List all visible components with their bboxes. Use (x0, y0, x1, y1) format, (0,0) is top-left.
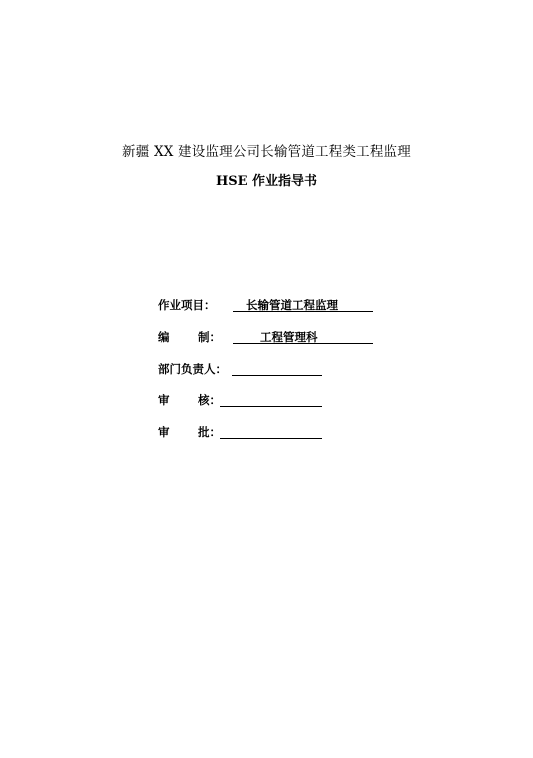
field-project-value: 长输管道工程监理 (246, 298, 338, 312)
field-compiled-by-label-b: 制： (198, 330, 221, 344)
field-department-head-line (232, 361, 322, 376)
field-reviewed-by-label-b: 核： (198, 393, 221, 407)
document-subtitle: HSE 作业指导书 (215, 174, 318, 189)
document-title: 新疆 XX 建设监理公司长输管道工程类工程监理 (122, 144, 411, 160)
field-reviewed-by-line (220, 392, 322, 407)
field-compiled-by-value: 工程管理科 (260, 330, 318, 344)
field-approved-by-line (220, 424, 322, 439)
field-compiled-by-line (233, 329, 373, 344)
field-department-head-label: 部门负责人： (158, 362, 227, 376)
field-compiled-by-label-a: 编 (158, 330, 170, 344)
field-project-line (233, 297, 373, 312)
field-project-label: 作业项目： (158, 298, 216, 312)
field-approved-by-label-b: 批： (198, 425, 221, 439)
field-reviewed-by-label-a: 审 (158, 393, 170, 407)
field-approved-by-label-a: 审 (158, 425, 170, 439)
